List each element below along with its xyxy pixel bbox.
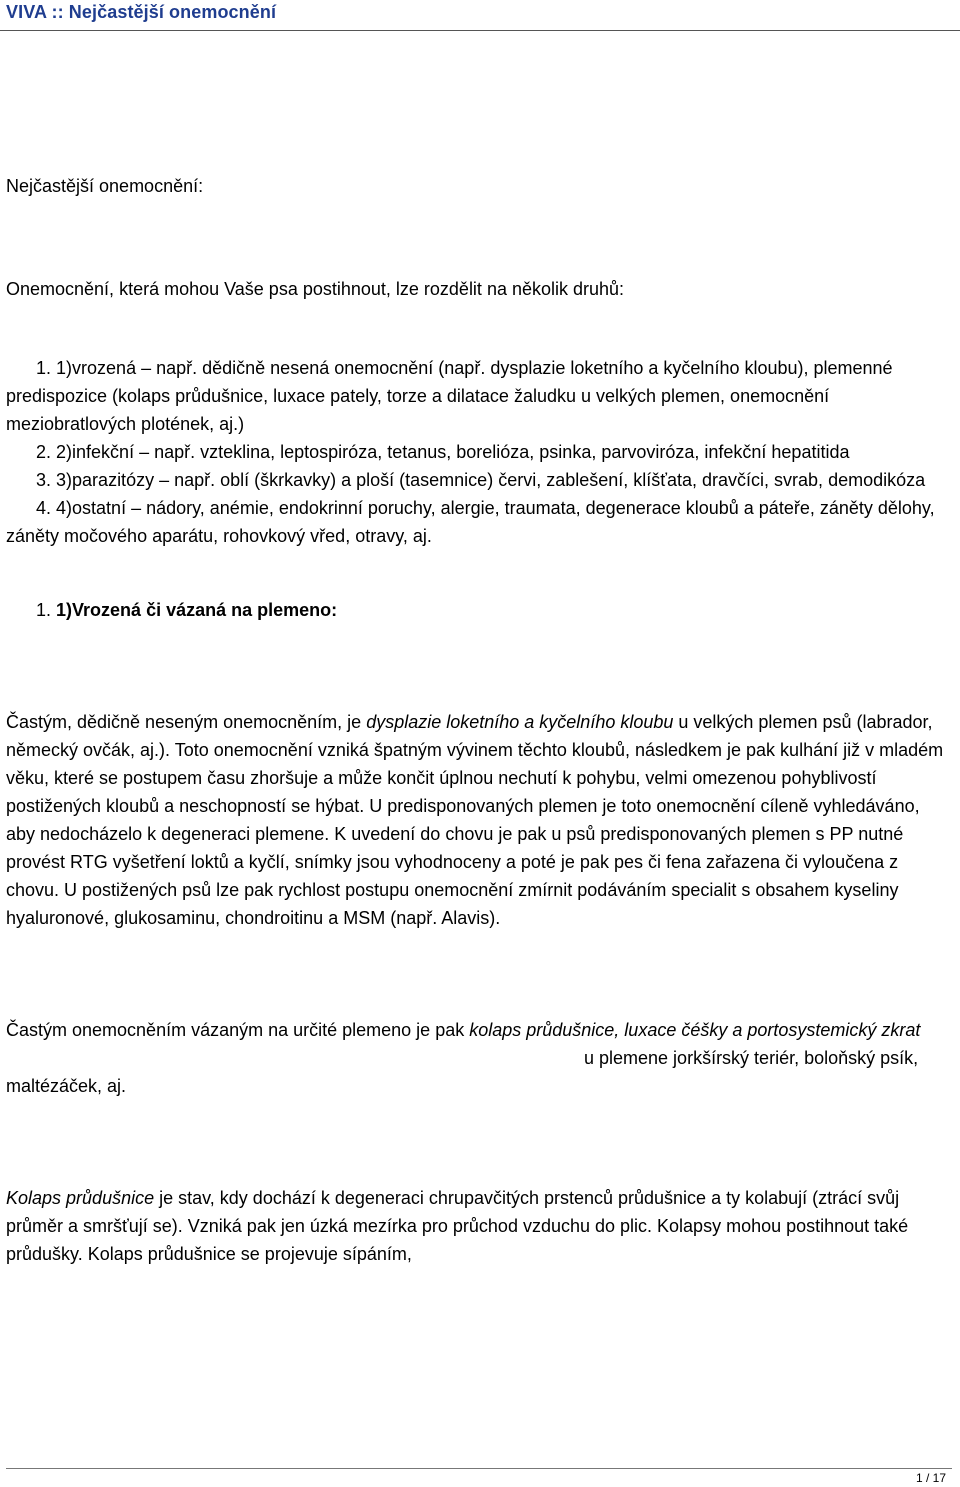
intro-paragraph: Onemocnění, která mohou Vaše psa postihnout, lze rozdělit na několik druhů: [6, 279, 625, 299]
list-item-text: 2)infekční – např. vzteklina, leptospiróza, tetanus, borelióza, psinka, parvoviróza, infekční hepatitida [56, 442, 850, 462]
disease-list [6, 354, 952, 550]
document-body [6, 172, 952, 1268]
list-item-number: 3. [36, 470, 52, 490]
paragraph-breed-diseases [6, 1016, 952, 1100]
footer-divider [6, 1468, 952, 1469]
emphasis-text: dysplazie loketního a kyčelního kloubu [366, 712, 674, 732]
list-item-text: 3)parazitózy – např. oblí (škrkavky) a ploší (tasemnice) červi, zablešení, klíšťata, dravčíci, svrab, demodikóza [56, 470, 926, 490]
list-item [6, 494, 952, 550]
page-number: 1 / 17 [915, 1471, 946, 1485]
paragraph-text: Častým onemocněním vázaným na určité plemeno je pak [6, 1020, 470, 1040]
paragraph-text: je stav, kdy dochází k degeneraci chrupavčitých prstenců průdušnice a ty kolabují (ztrácí svůj průměr a smršťují se). Vzniká pak jen úzká mezírka pro průchod vzduchu do plic. Kolapsy mohou postihnout také průdušky. Kolaps průdušnice se projevuje sípáním, [6, 1188, 909, 1264]
paragraph-text: u plemene jorkšírský teriér, boloňský psík, maltézáček, aj. [6, 1048, 919, 1096]
paragraph-tracheal-collapse [6, 1184, 952, 1268]
list-item-number: 4. [36, 498, 52, 518]
list-item [6, 438, 952, 466]
paragraph-text: u velkých plemen psů (labrador, německý ovčák, aj.). Toto onemocnění vzniká špatným vývinem těchto kloubů, následkem je pak kulhání již v mladém věku, které se postupem času zhoršuje a může končit úplnou nechutí k pohybu, velmi omezenou pohyblivostí postižených kloubů a neschopností se hýbat. U predisponovaných plemen je toto onemocnění cíleně vyhledáváno, aby nedocházelo k degeneraci plemene. K uvedení do chovu je pak u psů predisponovaných plemen s PP nutné provést RTG vyšetření loktů a kyčlí, snímky jsou vyhodnoceny a poté je pak pes či fena zařazena či vyloučena z chovu. U postižených psů lze pak rychlost postupu onemocnění zmírnit podáváním specialit s obsahem kyseliny hyaluronové, glukosaminu, chondroitinu a MSM (např. Alavis). [6, 712, 944, 928]
paragraph-dysplasia [6, 708, 952, 932]
document-heading: Nejčastější onemocnění: [6, 176, 204, 196]
list-item-text: 1)vrozená – např. dědičně nesená onemocnění (např. dysplazie loketního a kyčelního kloubu), plemenné predispozice (kolaps průdušnice, luxace pately, torze a dilatace žaludku u velkých plemen, onemocnění meziobratlových plotének, aj.) [6, 358, 893, 434]
emphasis-text: Kolaps průdušnice [6, 1188, 155, 1208]
list-item-number: 2. [36, 442, 52, 462]
section-number: 1. [36, 600, 52, 620]
section-heading [6, 596, 952, 624]
paragraph-text: Častým, dědičně neseným onemocněním, je [6, 712, 367, 732]
list-item [6, 466, 952, 494]
page-title: VIVA :: Nejčastější onemocnění [6, 2, 277, 22]
list-item-text: 4)ostatní – nádory, anémie, endokrinní poruchy, alergie, traumata, degenerace kloubů a páteře, záněty dělohy, záněty močového aparátu, rohovkový vřed, otravy, aj. [6, 498, 935, 546]
emphasis-text: kolaps průdušnice, luxace čéšky a portosystemický zkrat [469, 1020, 921, 1040]
section-title: 1)Vrozená či vázaná na plemeno: [56, 600, 338, 620]
list-item [6, 354, 952, 438]
header-divider [0, 30, 960, 31]
list-item-number: 1. [36, 358, 52, 378]
